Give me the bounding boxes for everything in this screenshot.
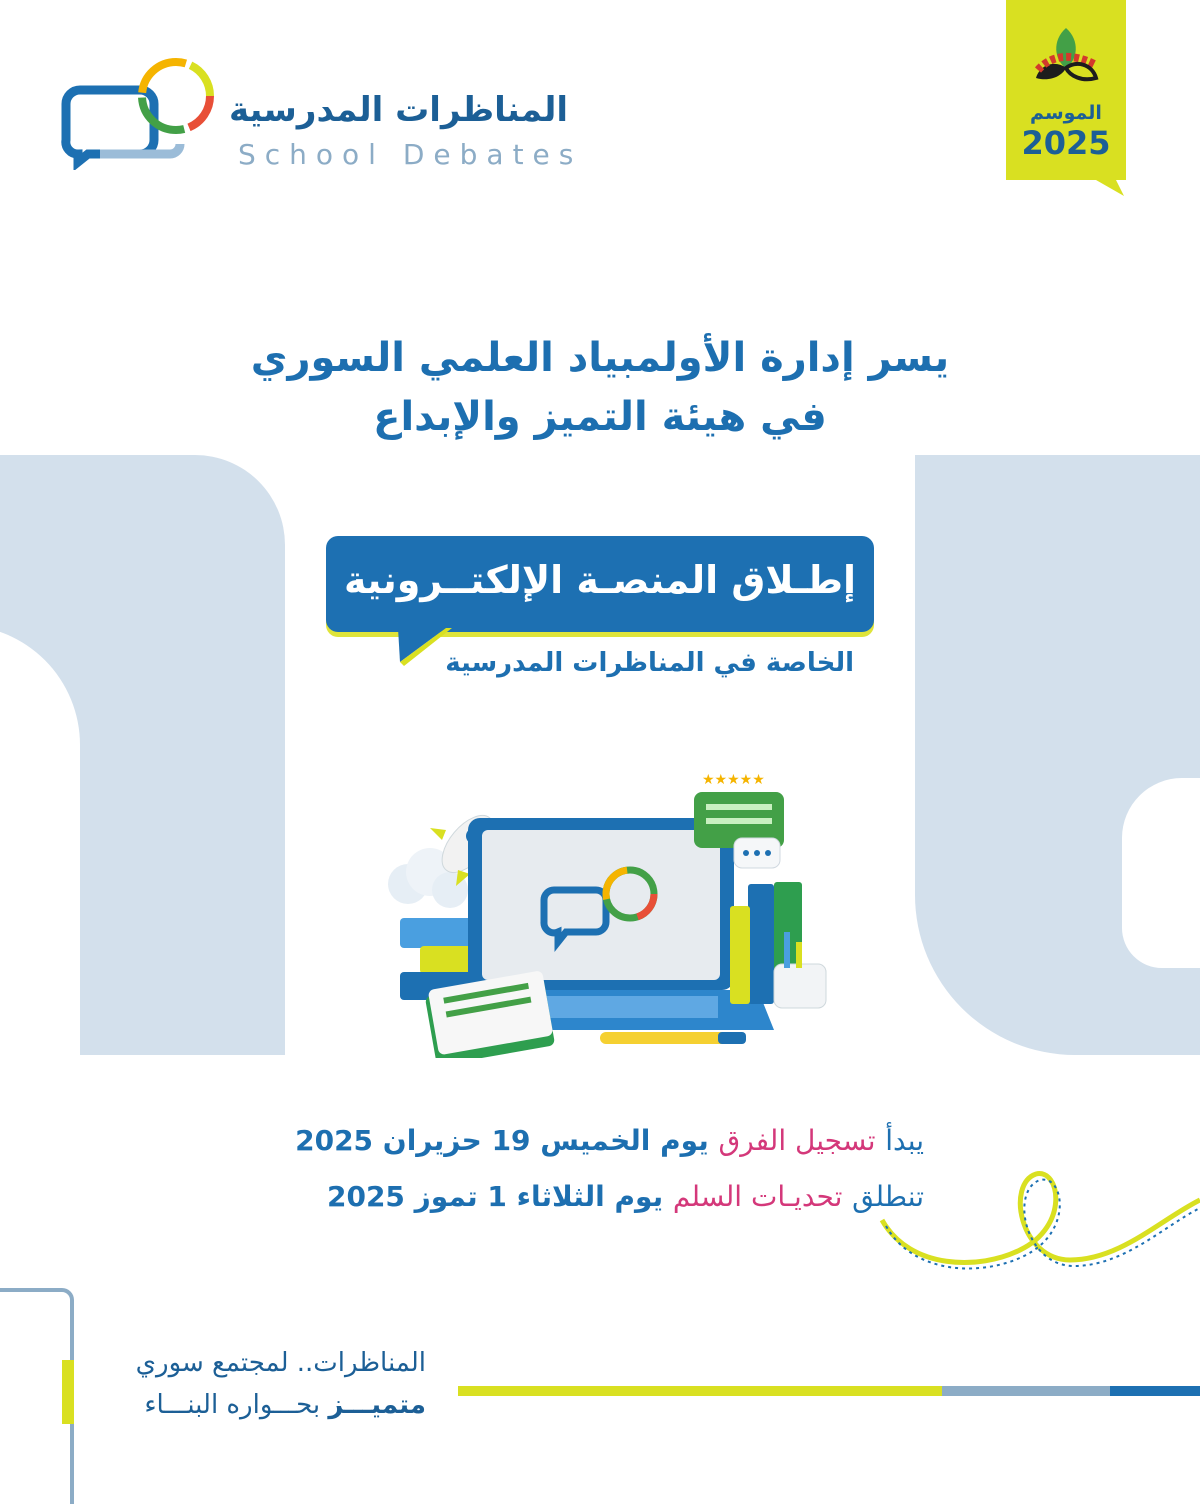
season-badge: [1006, 0, 1126, 196]
speech-bubbles-logo-icon: [60, 50, 230, 170]
registration-info: [224, 1124, 924, 1157]
launch-title: إطـلاق المنصـة الإلكتــرونية: [343, 558, 857, 602]
launch-subtitle: الخاصة في المناظرات المدرسية: [445, 648, 854, 678]
laptop-platform-illustration: [338, 728, 878, 1058]
olympiad-leaf-icon: [1030, 20, 1102, 92]
challenges-info: [224, 1180, 924, 1213]
challenges-date: يوم الثلاثاء 1 تموز 2025: [326, 1180, 664, 1213]
footer-stripe-blue: [1110, 1386, 1200, 1396]
launch-banner: [326, 536, 874, 632]
decorative-ribbon: [870, 1160, 1200, 1290]
challenges-verb: تنطلق: [852, 1180, 924, 1213]
challenges-event: تحديـات السلم: [672, 1180, 843, 1213]
tagline-rest: بحـــواره البنـــاء: [144, 1390, 321, 1420]
footer-stripe-lightblue: [942, 1386, 1110, 1396]
background-shape-right-cutout: [1122, 778, 1200, 968]
footer-accent-bar: [62, 1360, 74, 1424]
logo-name-arabic: المناظرات المدرسية: [228, 90, 568, 130]
season-label: الموسم: [1030, 102, 1102, 124]
tagline-bold: متميـــز: [328, 1390, 426, 1420]
footer-stripe-lime: [458, 1386, 942, 1396]
registration-event: تسجيل الفرق: [718, 1124, 876, 1157]
typing-bubble-icon: [734, 838, 780, 868]
school-debates-logo: [60, 50, 583, 180]
season-year: 2025: [1021, 124, 1111, 162]
registration-verb: يبدأ: [885, 1124, 924, 1157]
tagline-line-1: المناظرات.. لمجتمع سوري: [135, 1348, 426, 1378]
headline-line-2: في هيئة التميز والإبداع: [373, 394, 827, 440]
registration-date: يوم الخميس 19 حزيران 2025: [295, 1124, 709, 1157]
tagline-line-2: [144, 1390, 426, 1420]
svg-text:★★★★★: ★★★★★: [702, 772, 765, 788]
review-bubble-icon: [694, 772, 784, 848]
logo-name-english: School Debates: [238, 138, 583, 171]
headline-line-1: يسر إدارة الأولمبياد العلمي السوري: [250, 335, 950, 381]
